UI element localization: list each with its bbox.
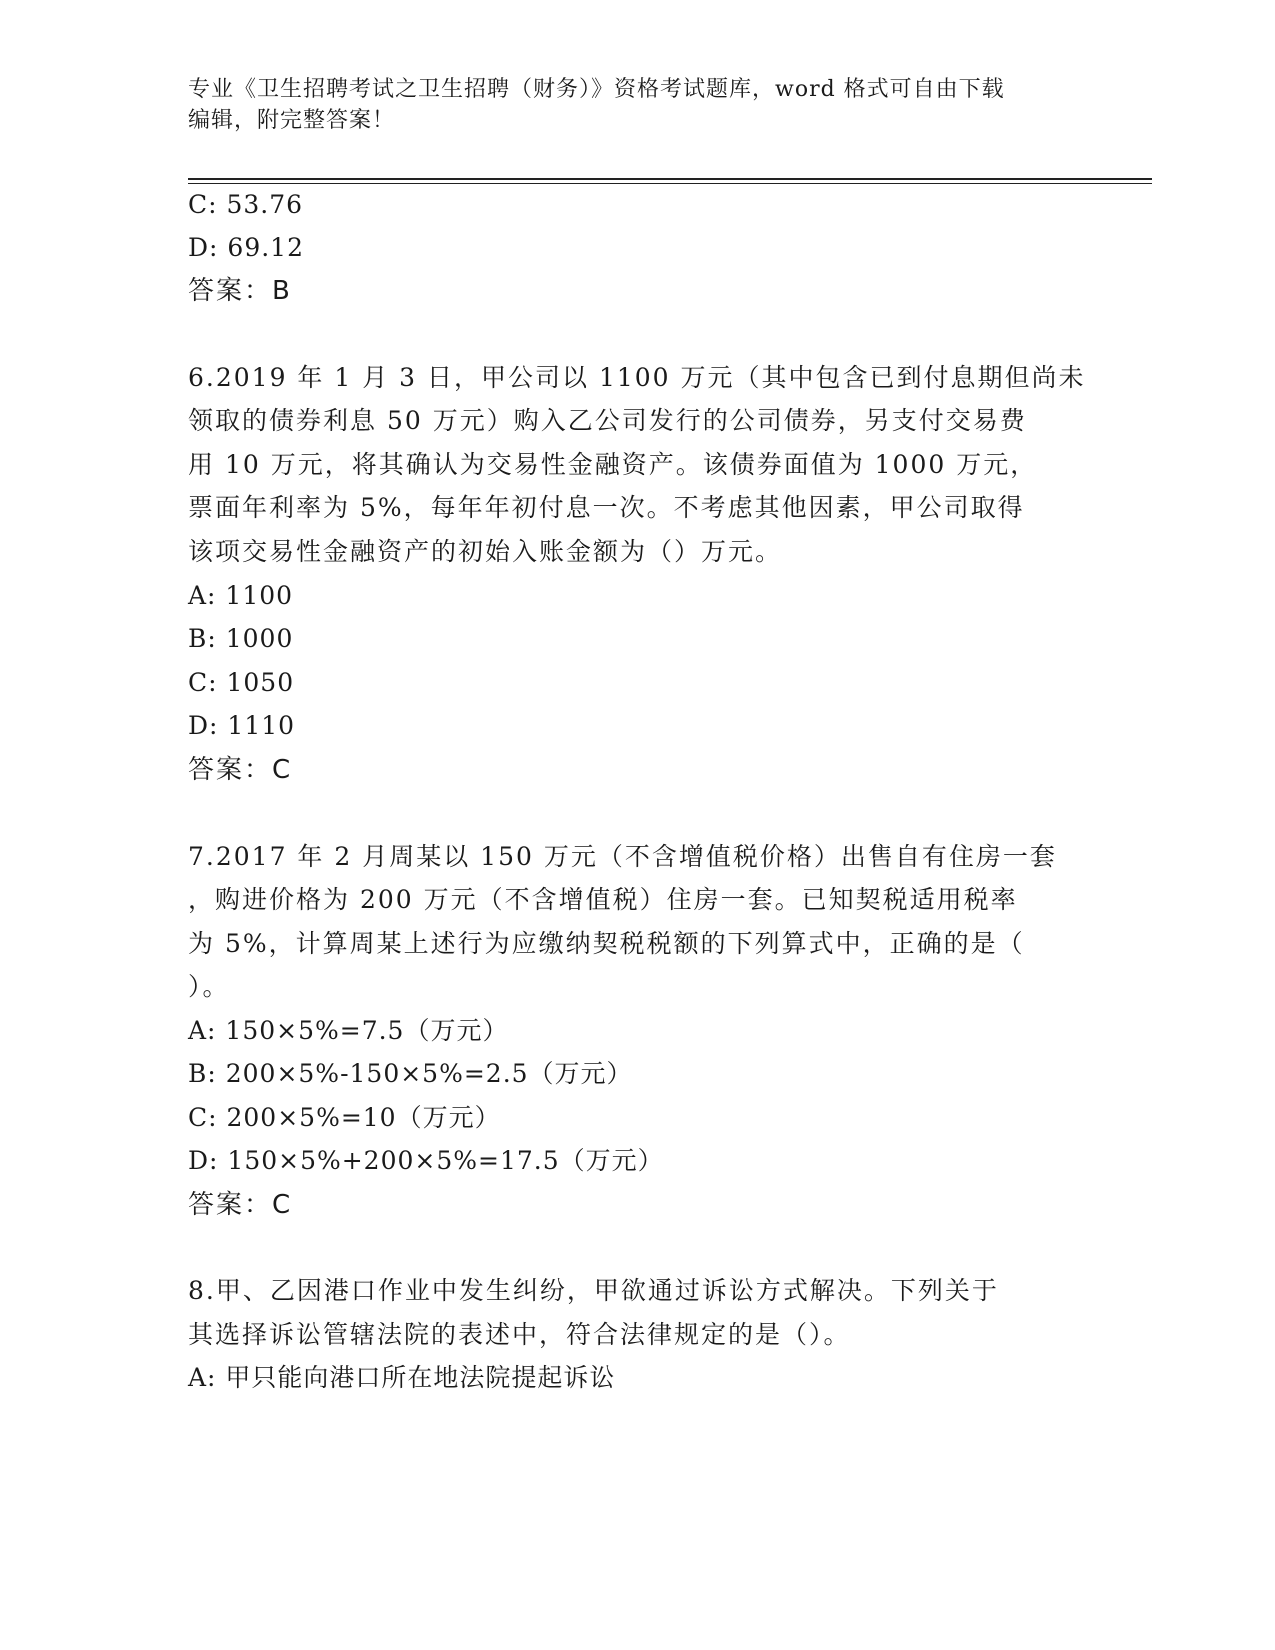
q6-option-b: B: 1000 [188, 624, 294, 653]
q8-stem-line-2: 其选择诉讼管辖法院的表述中，符合法律规定的是（）。 [188, 1320, 851, 1349]
q6-option-a: A: 1100 [188, 581, 294, 610]
q6-answer: 答案：C [188, 755, 293, 785]
q6-option-d: D: 1110 [188, 711, 296, 740]
q6-option-c: C: 1050 [188, 668, 295, 697]
q6-stem-line-2: 领取的债券利息 50 万元）购入乙公司发行的公司债券，另支付交易费 [188, 406, 1027, 435]
q7-option-b: B: 200×5%-150×5%=2.5（万元） [188, 1059, 633, 1088]
q7-option-a: A: 150×5%=7.5（万元） [188, 1016, 509, 1045]
q5-option-c: C: 53.76 [188, 190, 304, 219]
header-divider-thin [188, 183, 1152, 184]
q8-option-a: A: 甲只能向港口所在地法院提起诉讼 [188, 1363, 616, 1392]
q8-stem-line-1: 8.甲、乙因港口作业中发生纠纷，甲欲通过诉讼方式解决。下列关于 [188, 1276, 999, 1305]
header-line-1: 专业《卫生招聘考试之卫生招聘（财务）》资格考试题库，word 格式可自由下载 [188, 77, 1005, 102]
q7-answer: 答案：C [188, 1190, 293, 1220]
q6-stem-line-4: 票面年利率为 5%，每年年初付息一次。不考虑其他因素，甲公司取得 [188, 493, 1025, 522]
header-divider-thick [188, 178, 1152, 180]
q5-option-d: D: 69.12 [188, 233, 304, 262]
page-header [188, 74, 1068, 136]
header-line-2: 编辑，附完整答案！ [188, 108, 396, 133]
q7-option-d: D: 150×5%+200×5%=17.5（万元） [188, 1146, 664, 1175]
q5-answer: 答案：B [188, 276, 292, 306]
q7-option-c: C: 200×5%=10（万元） [188, 1103, 501, 1132]
q6-stem-line-3: 用 10 万元，将其确认为交易性金融资产。该债券面值为 1000 万元， [188, 450, 1038, 479]
q6-stem-line-5: 该项交易性金融资产的初始入账金额为（）万元。 [188, 537, 783, 566]
q7-stem-line-1: 7.2017 年 2 月周某以 150 万元（不含增值税价格）出售自有住房一套 [188, 842, 1057, 871]
q7-stem-line-4: ）。 [188, 972, 230, 1001]
q7-stem-line-2: ，购进价格为 200 万元（不含增值税）住房一套。已知契税适用税率 [188, 885, 1018, 914]
q6-stem-line-1: 6.2019 年 1 月 3 日，甲公司以 1100 万元（其中包含已到付息期但尚未 [188, 363, 1086, 392]
q7-stem-line-3: 为 5%，计算周某上述行为应缴纳契税税额的下列算式中，正确的是（ [188, 929, 1025, 958]
